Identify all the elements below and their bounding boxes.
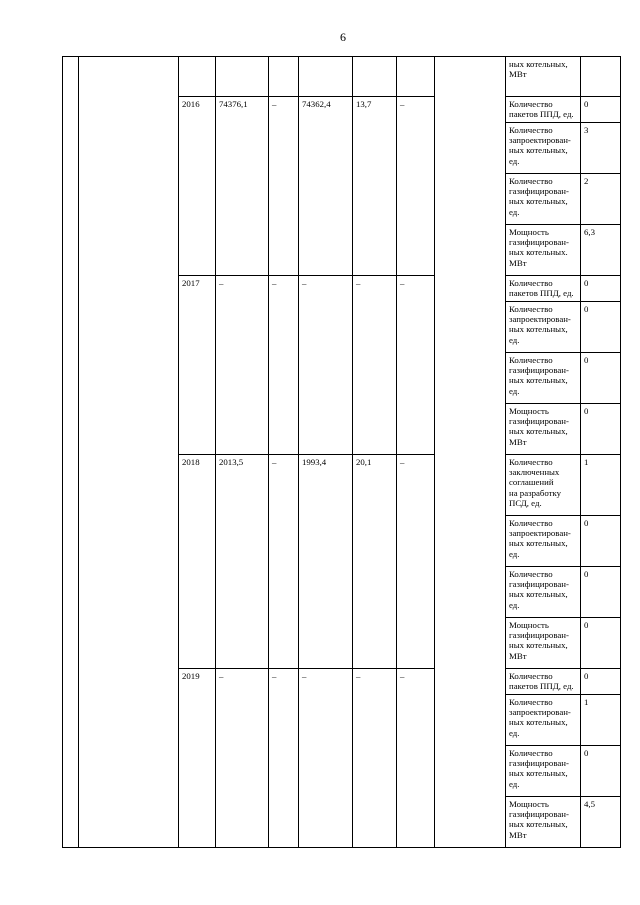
funding-cell-c2: – bbox=[269, 455, 299, 669]
indicator-name-cell: Мощность газифицирован- ных котельных, МВт bbox=[506, 797, 581, 848]
indicator-name-cell: Количество газифицирован- ных котельных, ед. bbox=[506, 567, 581, 618]
number-cell bbox=[63, 57, 79, 848]
empty-cell bbox=[216, 57, 269, 97]
indicator-name-cell: Мощность газифицирован- ных котельных, МВт bbox=[506, 404, 581, 455]
indicator-name-cell: ных котельных, МВт bbox=[506, 57, 581, 97]
indicator-name-cell: Количество газифицирован- ных котельных, ед. bbox=[506, 174, 581, 225]
indicator-value-cell: 0 bbox=[581, 618, 621, 669]
indicator-name-cell: Количество пакетов ППД, ед. bbox=[506, 276, 581, 302]
indicator-value-cell: 1 bbox=[581, 455, 621, 516]
funding-cell-c1: – bbox=[216, 276, 269, 455]
year-cell: 2017 bbox=[179, 276, 216, 455]
indicator-value-cell: 0 bbox=[581, 97, 621, 123]
year-cell: 2018 bbox=[179, 455, 216, 669]
funding-cell-c5: – bbox=[397, 455, 435, 669]
funding-cell-c2: – bbox=[269, 669, 299, 848]
executor-cell bbox=[435, 57, 506, 848]
funding-cell-c4: – bbox=[353, 276, 397, 455]
empty-cell bbox=[269, 57, 299, 97]
funding-cell-c3: 1993,4 bbox=[299, 455, 353, 669]
indicator-name-cell: Количество запроектирован- ных котельных, ед. bbox=[506, 302, 581, 353]
empty-cell bbox=[397, 57, 435, 97]
table-row bbox=[63, 57, 621, 97]
funding-cell-c4: 13,7 bbox=[353, 97, 397, 276]
indicator-name-cell: Количество запроектирован- ных котельных, ед. bbox=[506, 516, 581, 567]
program-table bbox=[62, 56, 621, 848]
indicator-value-cell: 0 bbox=[581, 302, 621, 353]
indicator-name-cell: Мощность газифицирован- ных котельных. МВт bbox=[506, 225, 581, 276]
empty-cell bbox=[179, 57, 216, 97]
funding-cell-c5: – bbox=[397, 669, 435, 848]
indicator-name-cell: Количество газифицирован- ных котельных, ед. bbox=[506, 353, 581, 404]
funding-cell-c2: – bbox=[269, 97, 299, 276]
indicator-value-cell: 0 bbox=[581, 404, 621, 455]
year-cell: 2016 bbox=[179, 97, 216, 276]
indicator-value-cell: 0 bbox=[581, 276, 621, 302]
funding-cell-c1: 74376,1 bbox=[216, 97, 269, 276]
page-number: 6 bbox=[340, 30, 346, 44]
indicator-value-cell: 0 bbox=[581, 353, 621, 404]
indicator-value-cell: 2 bbox=[581, 174, 621, 225]
funding-cell-c3: 74362,4 bbox=[299, 97, 353, 276]
indicator-value-cell: 3 bbox=[581, 123, 621, 174]
indicator-name-cell: Количество пакетов ППД, ед. bbox=[506, 669, 581, 695]
indicator-name-cell: Количество заключенных соглашений на разработку ПСД, ед. bbox=[506, 455, 581, 516]
indicator-name-cell: Количество запроектирован- ных котельных, ед. bbox=[506, 123, 581, 174]
funding-cell-c1: 2013,5 bbox=[216, 455, 269, 669]
empty-cell bbox=[299, 57, 353, 97]
measure-name-cell bbox=[79, 57, 179, 848]
indicator-value-cell: 6,3 bbox=[581, 225, 621, 276]
indicator-value-cell: 0 bbox=[581, 669, 621, 695]
empty-cell bbox=[353, 57, 397, 97]
indicator-value-cell: 4,5 bbox=[581, 797, 621, 848]
funding-cell-c2: – bbox=[269, 276, 299, 455]
indicator-value-cell: 0 bbox=[581, 567, 621, 618]
funding-cell-c4: 20,1 bbox=[353, 455, 397, 669]
indicator-name-cell: Количество запроектирован- ных котельных, ед. bbox=[506, 695, 581, 746]
indicator-value-cell: 1 bbox=[581, 695, 621, 746]
funding-cell-c5: – bbox=[397, 276, 435, 455]
indicator-value-cell: 0 bbox=[581, 516, 621, 567]
funding-cell-c5: – bbox=[397, 97, 435, 276]
indicator-name-cell: Количество газифицирован- ных котельных, ед. bbox=[506, 746, 581, 797]
year-cell: 2019 bbox=[179, 669, 216, 848]
indicator-value-cell: 0 bbox=[581, 746, 621, 797]
funding-cell-c3: – bbox=[299, 669, 353, 848]
indicator-name-cell: Количество пакетов ППД, ед. bbox=[506, 97, 581, 123]
indicator-name-cell: Мощность газифицирован- ных котельных, МВт bbox=[506, 618, 581, 669]
funding-cell-c1: – bbox=[216, 669, 269, 848]
indicator-value-cell bbox=[581, 57, 621, 97]
funding-cell-c3: – bbox=[299, 276, 353, 455]
funding-cell-c4: – bbox=[353, 669, 397, 848]
